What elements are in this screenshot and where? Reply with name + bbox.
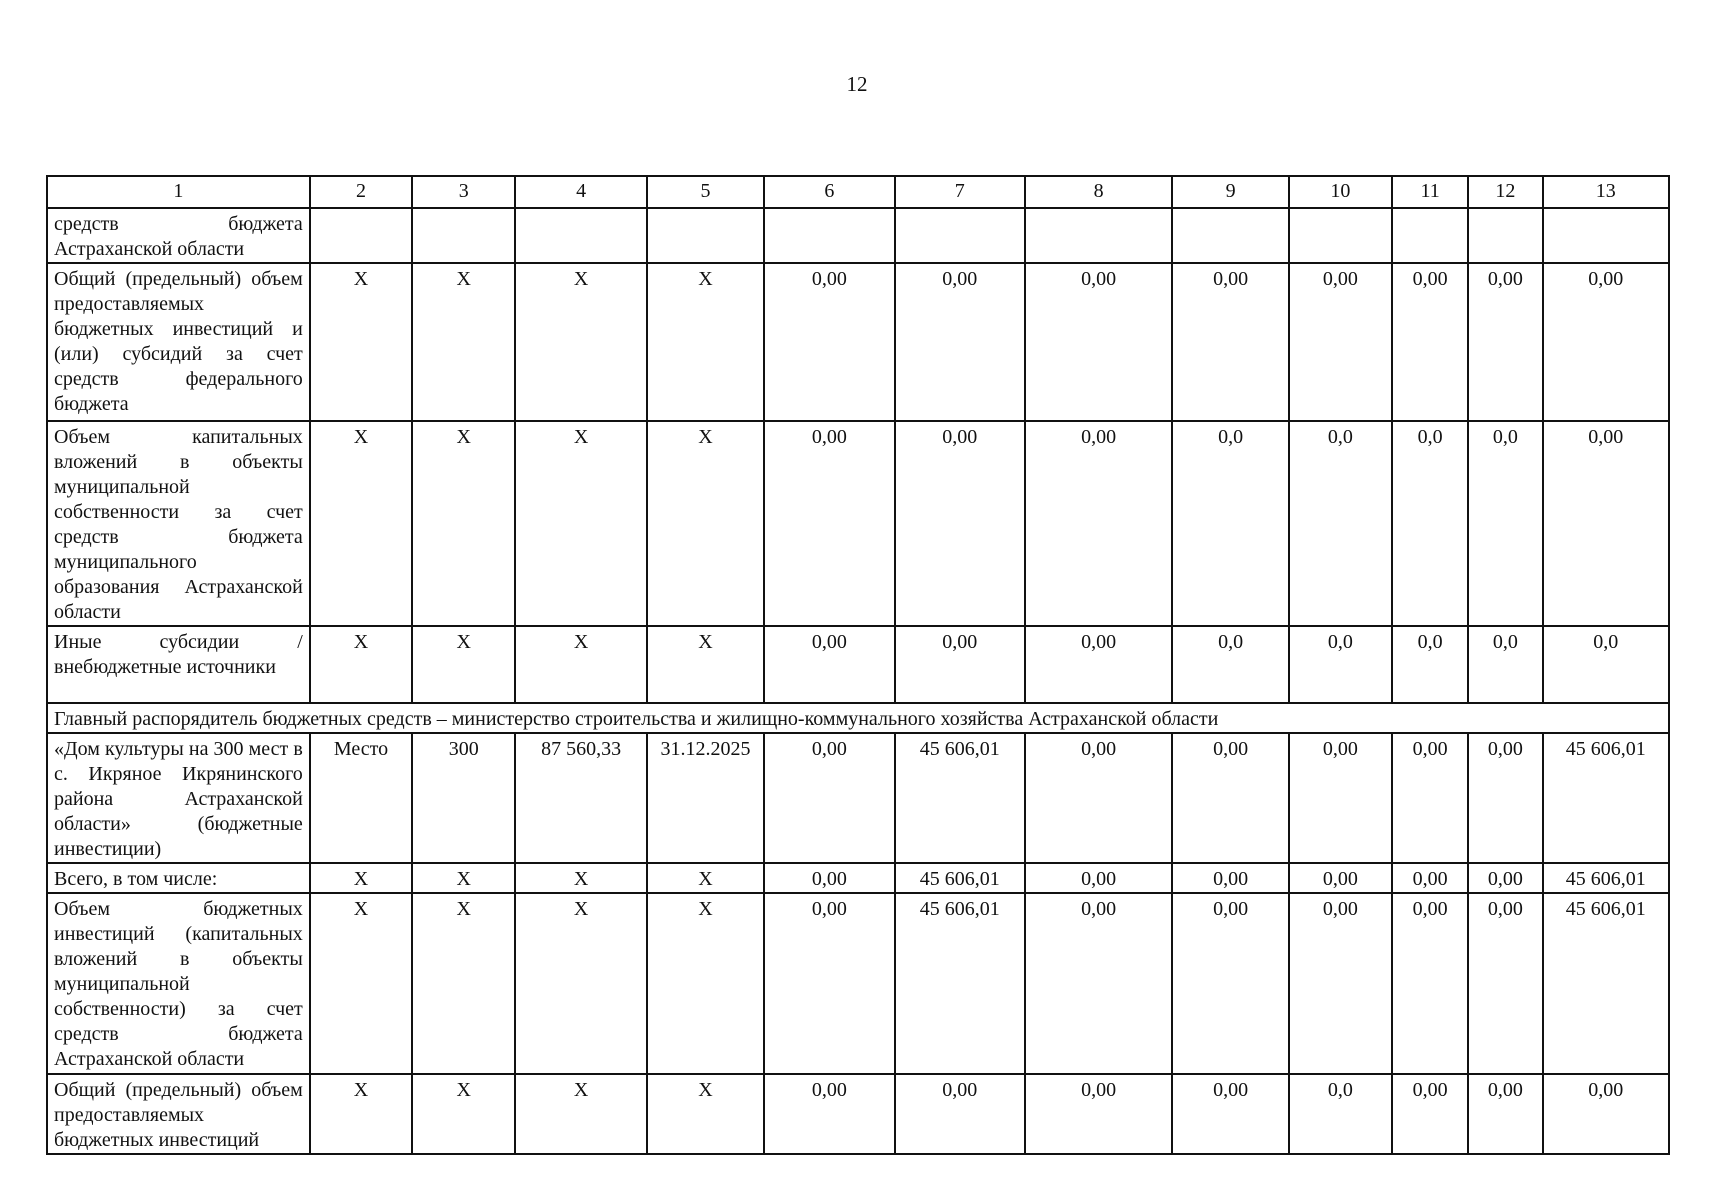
value-cell (310, 208, 412, 263)
value-cell: X (515, 893, 646, 1074)
section-header-row (47, 703, 1669, 733)
value-cell: Место (310, 733, 412, 863)
table-row (47, 208, 1669, 263)
table-row (47, 1074, 1669, 1154)
column-header: 8 (1025, 176, 1172, 208)
value-cell: 0,00 (1392, 733, 1468, 863)
value-cell: X (515, 863, 646, 893)
value-cell: 0,00 (764, 421, 894, 626)
value-cell (1392, 208, 1468, 263)
value-cell: 0,00 (1172, 263, 1288, 421)
value-cell: 0,00 (895, 1074, 1025, 1154)
value-cell: X (515, 1074, 646, 1154)
value-cell: 45 606,01 (1543, 733, 1669, 863)
value-cell: 0,00 (1025, 626, 1172, 703)
value-cell: 0,00 (1468, 733, 1542, 863)
row-label-cell: Объем бюджетных инвестиций (капитальных вложений в объекты муниципальной собственности) за счет средств бюджета Астраханской области (47, 893, 310, 1074)
table-body (47, 208, 1669, 1154)
budget-table (46, 175, 1670, 1155)
value-cell: 45 606,01 (1543, 893, 1669, 1074)
value-cell: 45 606,01 (895, 863, 1025, 893)
value-cell: 45 606,01 (895, 733, 1025, 863)
value-cell: X (412, 421, 515, 626)
value-cell: 0,00 (1468, 263, 1542, 421)
value-cell: 0,00 (764, 263, 894, 421)
value-cell: X (310, 263, 412, 421)
value-cell: 0,00 (1392, 263, 1468, 421)
value-cell: 0,00 (1543, 263, 1669, 421)
column-number-row (47, 176, 1669, 208)
value-cell: 0,00 (764, 863, 894, 893)
value-cell: 0,0 (1543, 626, 1669, 703)
value-cell: X (515, 626, 646, 703)
value-cell (895, 208, 1025, 263)
value-cell: 300 (412, 733, 515, 863)
value-cell: X (647, 626, 764, 703)
value-cell: 0,0 (1172, 421, 1288, 626)
value-cell: X (412, 626, 515, 703)
column-header: 11 (1392, 176, 1468, 208)
value-cell (1172, 208, 1288, 263)
row-label-cell: Всего, в том числе: (47, 863, 310, 893)
column-header: 4 (515, 176, 646, 208)
value-cell: 45 606,01 (1543, 863, 1669, 893)
value-cell: 0,0 (1392, 421, 1468, 626)
value-cell: 0,00 (1392, 893, 1468, 1074)
value-cell: 0,00 (1468, 1074, 1542, 1154)
table-row (47, 263, 1669, 421)
value-cell (1468, 208, 1542, 263)
value-cell: X (515, 263, 646, 421)
value-cell (1289, 208, 1392, 263)
value-cell: 0,00 (1025, 1074, 1172, 1154)
value-cell (515, 208, 646, 263)
value-cell: 0,0 (1172, 626, 1288, 703)
value-cell: 0,00 (1289, 733, 1392, 863)
value-cell: X (310, 863, 412, 893)
column-header: 10 (1289, 176, 1392, 208)
value-cell: 0,0 (1289, 626, 1392, 703)
row-label-cell: Общий (предельный) объем предоставляемых бюджетных инвестиций (47, 1074, 310, 1154)
row-label-cell: «Дом культуры на 300 мест в с. Икряное Икрянинского района Астраханской области» (бюджетные инвестиции) (47, 733, 310, 863)
value-cell: 0,00 (764, 733, 894, 863)
value-cell: X (412, 263, 515, 421)
table-row (47, 893, 1669, 1074)
value-cell (412, 208, 515, 263)
section-header-cell: Главный распорядитель бюджетных средств – министерство строительства и жилищно-коммунального хозяйства Астраханской области (47, 703, 1669, 733)
column-header: 6 (764, 176, 894, 208)
column-header: 12 (1468, 176, 1542, 208)
value-cell: 0,00 (895, 263, 1025, 421)
value-cell: X (412, 893, 515, 1074)
value-cell (1543, 208, 1669, 263)
column-header: 13 (1543, 176, 1669, 208)
value-cell: 0,00 (1025, 733, 1172, 863)
page-number: 12 (846, 72, 868, 96)
value-cell: 0,00 (1289, 863, 1392, 893)
value-cell (1025, 208, 1172, 263)
column-header: 9 (1172, 176, 1288, 208)
value-cell: 0,00 (1543, 421, 1669, 626)
value-cell: 0,00 (1392, 1074, 1468, 1154)
column-header: 2 (310, 176, 412, 208)
value-cell: X (310, 1074, 412, 1154)
value-cell: X (647, 893, 764, 1074)
row-label-cell: средств бюджета Астраханской области (47, 208, 310, 263)
value-cell: 0,00 (1025, 893, 1172, 1074)
value-cell: 0,00 (1172, 1074, 1288, 1154)
value-cell: X (647, 263, 764, 421)
value-cell: 0,0 (1289, 1074, 1392, 1154)
column-header: 3 (412, 176, 515, 208)
table-row (47, 733, 1669, 863)
value-cell: 0,0 (1289, 421, 1392, 626)
row-label-cell: Иные субсидии / внебюджетные источники (47, 626, 310, 703)
value-cell: 0,00 (764, 893, 894, 1074)
table-row (47, 863, 1669, 893)
value-cell: X (310, 893, 412, 1074)
value-cell: 0,0 (1468, 421, 1542, 626)
value-cell: X (412, 863, 515, 893)
row-label-cell: Объем капитальных вложений в объекты муниципальной собственности за счет средств бюджета муниципального образования Астраханской области (47, 421, 310, 626)
value-cell: 0,00 (1172, 863, 1288, 893)
column-header: 7 (895, 176, 1025, 208)
value-cell: X (515, 421, 646, 626)
value-cell: 0,00 (1543, 1074, 1669, 1154)
table-row (47, 626, 1669, 703)
value-cell: X (310, 626, 412, 703)
value-cell: 0,00 (1289, 893, 1392, 1074)
row-label-cell: Общий (предельный) объем предоставляемых бюджетных инвестиций и (или) субсидий за счет средств федерального бюджета (47, 263, 310, 421)
table-row (47, 421, 1669, 626)
value-cell: 0,00 (1172, 893, 1288, 1074)
value-cell: 0,00 (895, 421, 1025, 626)
value-cell: 31.12.2025 (647, 733, 764, 863)
value-cell: X (647, 1074, 764, 1154)
value-cell: 0,00 (1468, 863, 1542, 893)
value-cell: 0,00 (1289, 263, 1392, 421)
value-cell: X (412, 1074, 515, 1154)
value-cell: 0,00 (895, 626, 1025, 703)
value-cell: 0,00 (1025, 421, 1172, 626)
value-cell: 0,00 (1172, 733, 1288, 863)
value-cell: X (647, 421, 764, 626)
value-cell: 87 560,33 (515, 733, 646, 863)
value-cell: 0,00 (764, 626, 894, 703)
value-cell: 0,00 (1392, 863, 1468, 893)
value-cell: X (647, 863, 764, 893)
value-cell: 0,00 (1025, 863, 1172, 893)
value-cell: 0,0 (1468, 626, 1542, 703)
value-cell: 0,00 (764, 1074, 894, 1154)
value-cell (647, 208, 764, 263)
value-cell: 0,0 (1392, 626, 1468, 703)
value-cell: 45 606,01 (895, 893, 1025, 1074)
value-cell: 0,00 (1468, 893, 1542, 1074)
column-header: 5 (647, 176, 764, 208)
value-cell (764, 208, 894, 263)
value-cell: X (310, 421, 412, 626)
column-header: 1 (47, 176, 310, 208)
value-cell: 0,00 (1025, 263, 1172, 421)
